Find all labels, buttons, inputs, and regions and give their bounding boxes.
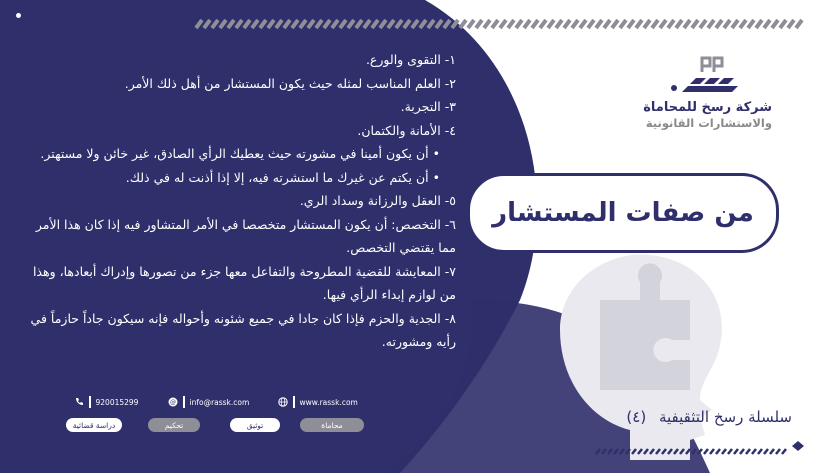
svg-text:@: @ (170, 399, 176, 407)
email-icon (168, 397, 178, 407)
page-title: من صفات المستشار (492, 198, 754, 228)
service-pill: توثيق (230, 418, 280, 432)
company-name (612, 100, 772, 131)
service-pill: تحكيم (148, 418, 200, 432)
list-subitem: • أن يكتم عن غيرك ما استشرته فيه، إلا إذا أذنت له في ذلك. (125, 169, 440, 185)
company-name-line1: شركة رسخ للمحاماة (643, 100, 772, 115)
list-item: ٥- العقل والرزانة وسداد الري. (299, 193, 456, 208)
contact-website[interactable] (278, 396, 358, 408)
decorative-dot (16, 13, 21, 18)
company-name-line2: والاستشارات القانونية (645, 116, 772, 130)
separator (89, 396, 91, 408)
services-pills (66, 418, 366, 436)
series-label (590, 408, 792, 426)
footer-contacts (70, 394, 370, 412)
series-number: (٤) (626, 408, 647, 426)
title-banner (470, 176, 776, 250)
series-title: سلسلة رسخ التثقيفية (658, 408, 792, 426)
contact-phone[interactable] (74, 396, 138, 408)
list-item: ٨- الجدية والحزم فإذا كان جادا في جميع شئونه وأحواله فإنه سيكون جاداً حازماً في رأيه ومشورته. (30, 310, 456, 349)
service-pill: دراسة قضائية (66, 418, 122, 432)
list-item: ٢- العلم المناسب لمثله حيث يكون المستشار من أهل ذلك الأمر. (124, 75, 456, 91)
contact-email[interactable] (168, 396, 249, 408)
email-address: info@rassk.com (189, 397, 250, 407)
list-item: ٣- التجربة. (400, 99, 456, 114)
phone-number: 920015299 (95, 397, 139, 407)
qualities-list (24, 48, 456, 354)
phone-icon (74, 397, 84, 407)
website-url: www.rassk.com (299, 397, 358, 407)
service-pill: محاماة (300, 418, 364, 432)
separator (293, 396, 295, 408)
list-item: ٧- المعايشة للقضية المطروحة والتفاعل معها جزء من تصورها وإدراك أبعادها، وهذا من لوازم إبداء الرأي فيها. (32, 263, 456, 302)
list-item: ١- التقوى والورع. (365, 52, 456, 67)
list-item: ٤- الأمانة والكتمان. (357, 122, 456, 138)
globe-icon (278, 397, 288, 407)
list-item: ٦- التخصص: أن يكون المستشار متخصصا في الأمر المتشاور فيه إذا كان هذا الأمر مما يقتضي التخصص. (35, 216, 456, 255)
separator (183, 396, 185, 408)
list-subitem: • أن يكون أمينا في مشورته حيث يعطيك الرأي الصادق، غير خائن ولا مستهتر. (40, 146, 440, 161)
